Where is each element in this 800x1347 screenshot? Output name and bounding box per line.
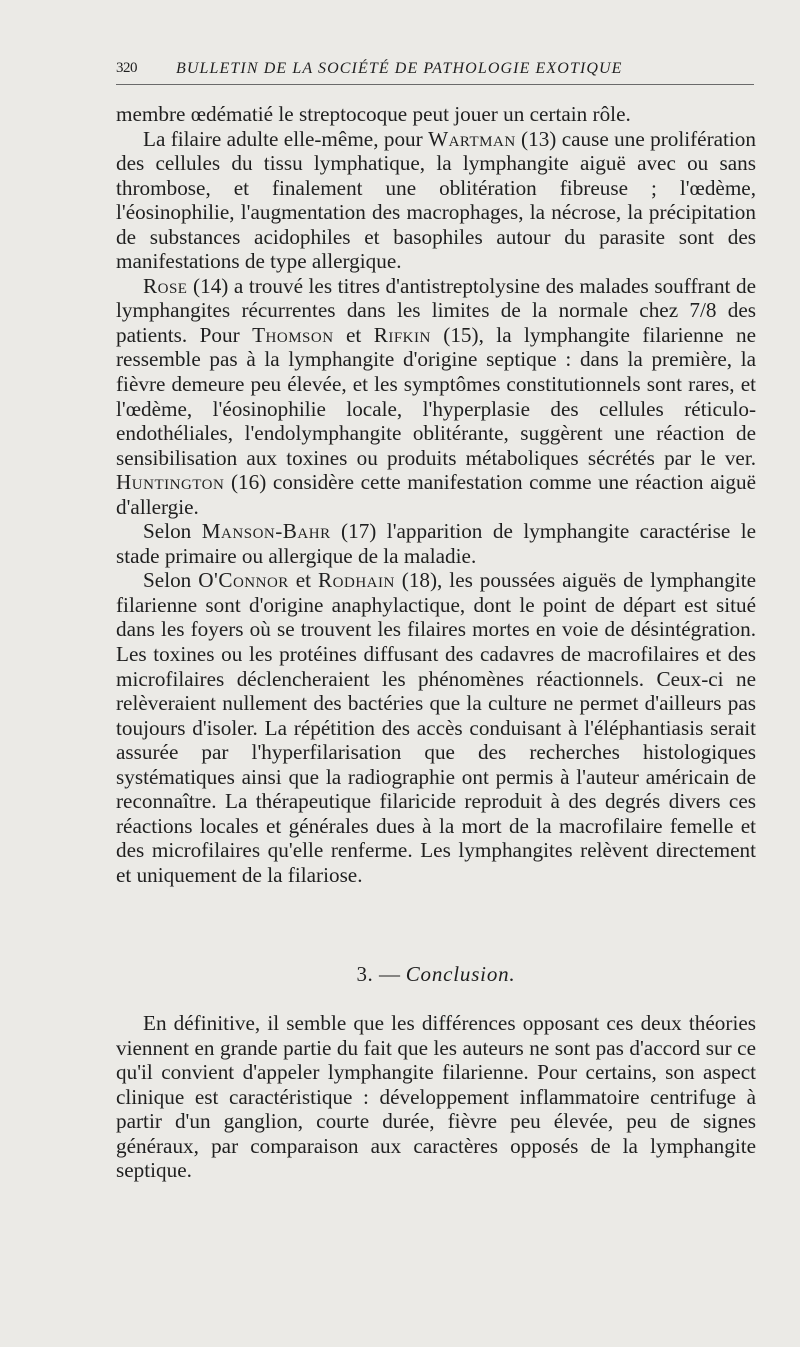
section-title: Conclusion. (405, 962, 516, 986)
text-run: et (288, 568, 319, 593)
paragraph-2 (116, 127, 756, 274)
paragraph-text: membre œdématié le streptocoque peut jouer un certain rôle. (116, 102, 631, 126)
section-heading (116, 962, 756, 987)
author-name: Rifkin (373, 322, 431, 347)
author-name: Rodhain (318, 568, 395, 593)
page-header (116, 58, 756, 86)
paragraph-5 (116, 568, 756, 887)
text-run: Selon (143, 519, 202, 544)
author-name: Manson-Bahr (201, 519, 331, 544)
text-run: La filaire adulte elle-même, pour (143, 126, 429, 151)
author-name: O'Connor (198, 568, 289, 593)
page-number: 320 (116, 60, 137, 76)
body-text (116, 102, 756, 888)
author-name: Wartman (428, 126, 516, 151)
header-rule (116, 84, 754, 85)
paragraph-4 (116, 519, 756, 568)
author-name: Huntington (116, 470, 225, 495)
text-run: (18), les poussées aiguës de lymphangite filarienne sont d'origine anaphylactique, dont le point de départ est situé dans les foyers où se trouvent les filaires mortes en voie de désintégration. Les toxines ou les protéines diffusant des cadavres de macrofilaires et des microfilaires déclencheraient les phénomènes réactionnels. Ceux-ci ne relèveraient nullement des bactéries que la culture ne permet d'ailleurs pas toujours d'isoler. La répétition des accès conduisant à l'éléphantiasis serait assurée par l'hyperfilarisation que des recherches histologiques systématiques ainsi que la radiographie ont permis à l'auteur américain de reconnaître. La thérapeutique filaricide reproduit à des degrés divers ces réactions locales et générales dues à la mort de la macrofilaire femelle et des microfilaires qu'elle renferme. Les lymphangites relèvent directement et uniquement de la filariose. (116, 568, 757, 887)
author-name: Rose (143, 273, 188, 298)
paragraph-3 (116, 274, 756, 519)
section-number: 3. — (356, 962, 401, 986)
text-run: (15), la lymphangite filarienne ne ressemble pas à la lymphangite d'origine septique : dans la première, la fièvre demeure peu élevée, et les symptômes constitutionnels sont rares, et l'œdème, l'éosinophilie locale, l'hyperplasie des cellules réticulo-endothéliales, l'endolymphangite oblitérante, suggèrent une réaction de sensibilisation aux toxines ou produits métaboliques sécrétés par le ver. (116, 322, 756, 470)
text-run: (17) l'apparition de lymphangite caractérise le stade primaire ou allergique de la maladie. (116, 519, 756, 568)
text-run: Selon (143, 568, 199, 593)
author-name: Thomson (252, 322, 334, 347)
running-title: BULLETIN DE LA SOCIÉTÉ DE PATHOLOGIE EXOTIQUE (176, 60, 623, 77)
conclusion-text (116, 1011, 756, 1183)
conclusion-paragraph: En définitive, il semble que les différences opposant ces deux théories viennent en grande partie du fait que les auteurs ne sont pas d'accord sur ce qu'il convient d'appeler lymphangite filarienne. Pour certains, son aspect clinique est caractéristique : développement inflammatoire centrifuge à partir d'un ganglion, courte durée, fièvre peu élevée, peu de signes généraux, par comparaison aux caractères opposés de la lymphangite septique. (116, 1011, 756, 1183)
paragraph-1 (116, 102, 756, 127)
text-run: (14) a trouvé les titres d'antistreptolysine des malades souffrant de lymphangites récurrentes dans les limites de la normale chez 7/8 des patients. Pour (116, 273, 756, 347)
text-run: (16) considère cette manifestation comme une réaction aiguë d'allergie. (116, 470, 756, 519)
text-run: et (333, 322, 374, 347)
text-run: (13) cause une prolifération des cellules du tissu lymphatique, la lymphangite aiguë avec ou sans thrombose, et finalement une oblitération fibreuse ; l'œdème, l'éosinophilie, l'augmentation des macrophages, la nécrose, la précipitation de substances acidophiles et basophiles autour du parasite sont des manifestations de type allergique. (116, 126, 756, 274)
